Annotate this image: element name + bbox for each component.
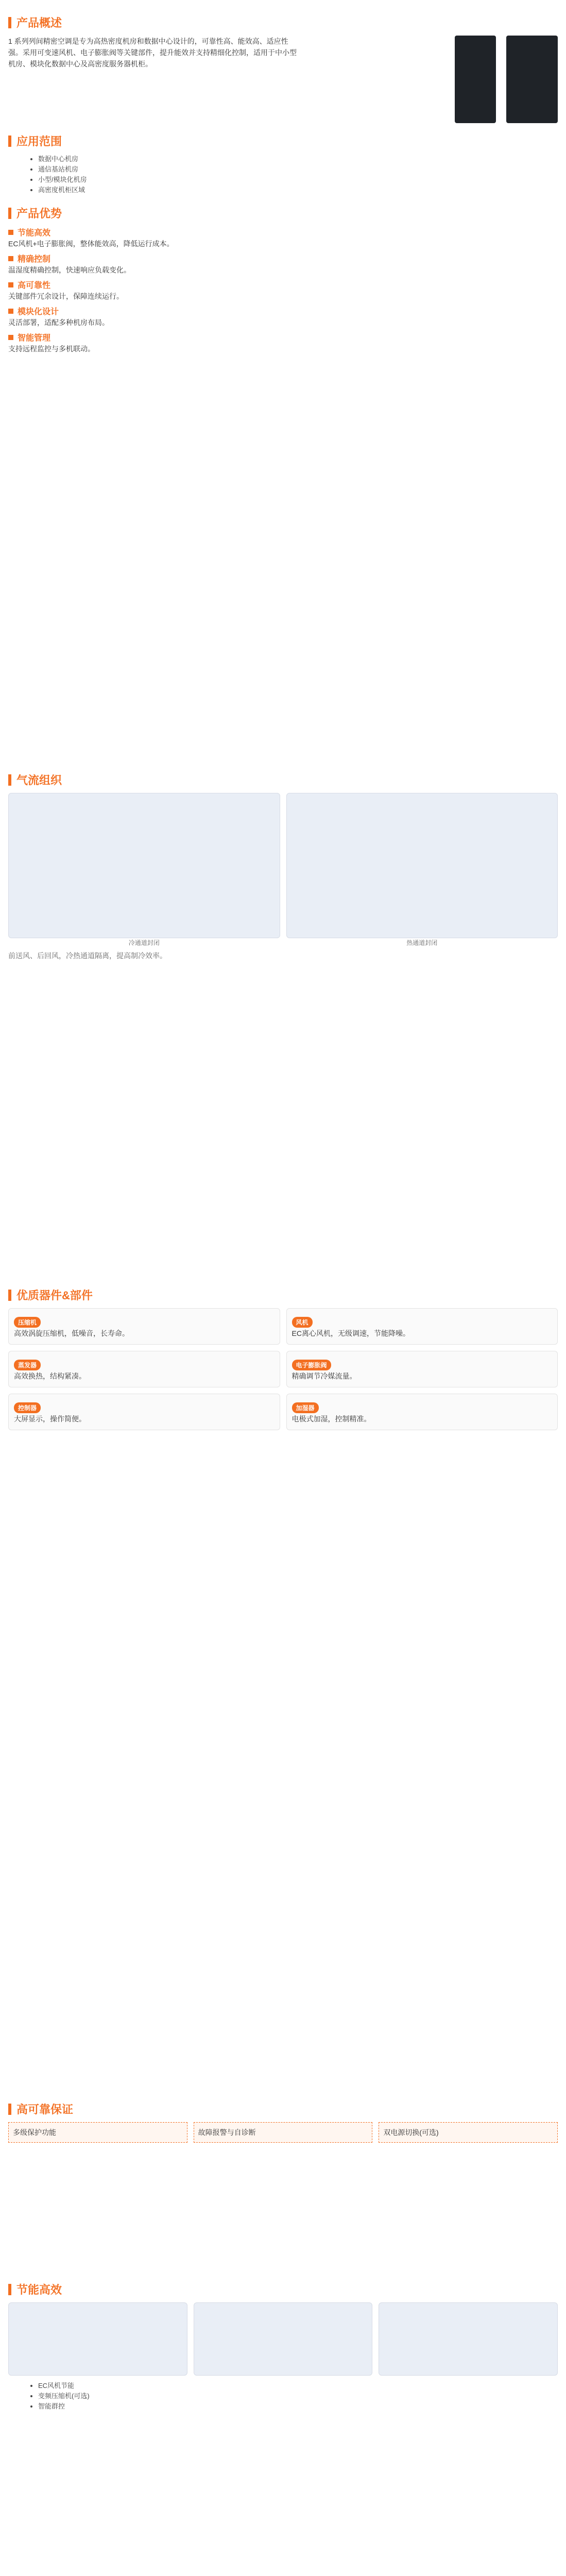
compressor-image <box>194 2302 373 2376</box>
section-title-overview: 产品概述 <box>8 14 558 30</box>
section-title-reliability: 高可靠保证 <box>8 2101 558 2117</box>
feature-item: 精确控制 <box>8 252 558 264</box>
applications-list: • 数据中心机房 • 通信基站机房 • 小型/模块化机房 • 高密度机柜区域 <box>18 154 558 195</box>
feature-item: 模块化设计 <box>8 305 558 317</box>
section-title-airflow: 气流组织 <box>8 772 558 788</box>
fan-image <box>8 2302 187 2376</box>
humidifier-image <box>379 2302 558 2376</box>
section-title-applications: 应用范围 <box>8 133 558 149</box>
section-title-components: 优质器件&部件 <box>8 1287 558 1303</box>
feature-item: 高可靠性 <box>8 279 558 291</box>
page: 产品概述 1 系列列间精密空调是专为高热密度机房和数据中心设计的，可靠性高、能效高、适应性强。采用可变速风机、电子膨胀阀等关键部件，提升能效并支持精细化控制，适用于中小型机房、模块化数据中心及高密度服务器机柜。 应用范围 • 数据中心机房 • 通信基站机房 • 小型/模块化机房 • 高密度机柜区域 产品优势 节能高效 EC风机+电子膨胀阀，整体能效高，降低运行成本。 精确控制 温湿度精确控制，快速响应负载变化。 高可靠性 关键部件冗余设计，保障连续运行。 模块化设计 灵活部署，适配多种机房布局。 智能管理 支持远程监控与多机联动。 气流组织 冷通道封闭 热通道封闭 前送风、后回风，冷热通道隔离，提高制冷效率。 优质器件&部件 压缩机 高效涡旋压缩机，低噪音，长寿命。 风机 EC离心风机，无级调速，节能降噪。 蒸发器 高效换热，结构紧凑。 电子膨胀阀 精确调节冷媒流量。 控制器 大屏显示，操作简便。 加湿器 电极式加湿，控制精准。 高可靠保证 多级保护功能 故障报警与自诊断 双电源切换(可选) 节能高效 • EC风机节能 • 变频压缩机(可选) • 智能群控 <box>0 0 566 2576</box>
cold-aisle-diagram <box>8 793 280 938</box>
section-title-energy: 节能高效 <box>8 2281 558 2297</box>
feature-item: 智能管理 <box>8 331 558 343</box>
title-bar <box>8 17 11 28</box>
product-image-1 <box>455 36 496 123</box>
features-list: 节能高效 EC风机+电子膨胀阀，整体能效高，降低运行成本。 精确控制 温湿度精确控制，快速响应负载变化。 高可靠性 关键部件冗余设计，保障连续运行。 模块化设计 灵活部署，适配多种机房布局。 智能管理 支持远程监控与多机联动。 <box>8 226 558 354</box>
product-image-2 <box>506 36 558 123</box>
section-title-features: 产品优势 <box>8 205 558 221</box>
overview-text: 1 系列列间精密空调是专为高热密度机房和数据中心设计的，可靠性高、能效高、适应性强。采用可变速风机、电子膨胀阀等关键部件，提升能效并支持精细化控制，适用于中小型机房、模块化数据中心及高密度服务器机柜。 <box>8 37 297 68</box>
hot-aisle-diagram <box>286 793 558 938</box>
feature-item: 节能高效 <box>8 226 558 238</box>
